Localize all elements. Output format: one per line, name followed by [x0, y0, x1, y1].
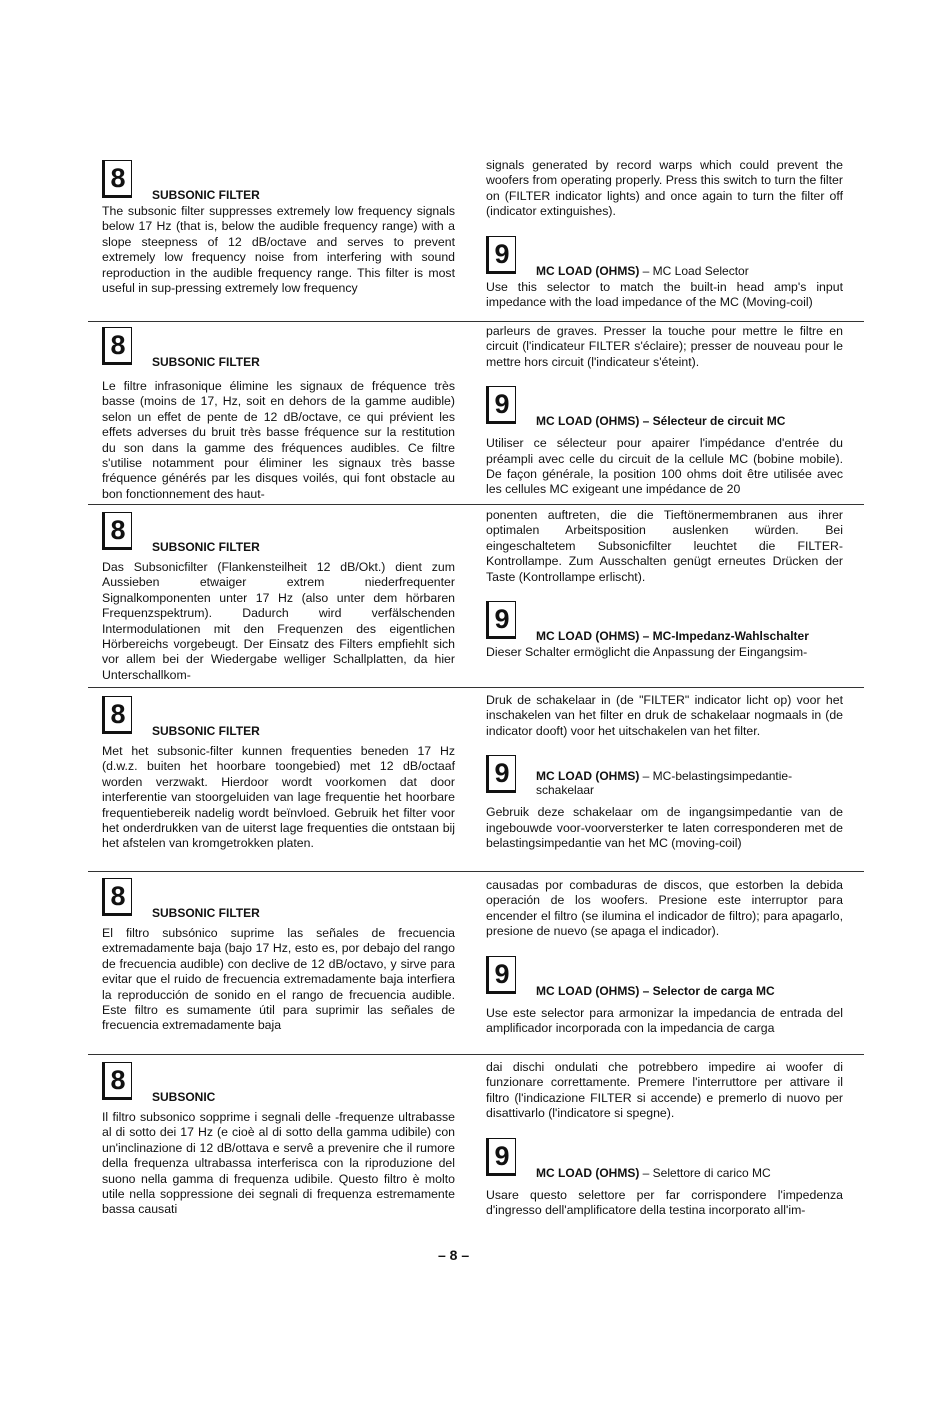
section-body: El filtro subsónico suprime las señales de frecuencia extremadamente baja (bajo 17 Hz, esto es, por debajo del rango de frecuencia audible) con declive de 12 dB/octavo, y sirve para evitar que el ruido de frecuencia extremadamente baja interfiera la reproducción de sonido en el rango de frecuencia audible. Este filtro es sumamente útil para suprimir las señales de frecuencia extremadamente baja: [102, 926, 455, 1033]
section-body: Usare questo selettore per far corrispondere l'impedenza d'ingresso dell'amplificatore della testina incorporato all'im-: [486, 1187, 843, 1218]
section-nl-right: [486, 693, 843, 851]
item-number-box: 9: [486, 386, 516, 424]
continued-text: Druk de schakelaar in (de "FILTER" indicator licht op) voor het inschakelen van het filter en druk de schakelaar nogmaals in (de indicator dooft) voor het uitschakelen van het filter.: [486, 693, 843, 738]
continued-text: parleurs de graves. Presser la touche pour mettre le filtre en circuit (l'indicateur FILTER s'éclaire); presser de nouveau pour le mettre hors circuit (l'indicateur s'éteint).: [486, 324, 843, 369]
section-it-left: [102, 1060, 455, 1218]
continued-text: ponenten auftreten, die die Tieftönermembranen aus ihrer optimalen Arbeitsposition auslenken würden. Bei eingeschaltetem Subsonicfilter leuchtet die FILTER-Kontrollampe. Zum Ausschalten genügt erneutes Drücken der Taste (Kontrollampe erlischt).: [486, 508, 843, 584]
section-es-right: [486, 878, 843, 1036]
section-body: Use this selector to match the built-in head amp's input impedance with the load impedance of the MC (Moving-coil): [486, 279, 843, 310]
section-body: Il filtro subsonico sopprime i segnali delle -frequenze ultrabasse al di sotto dei 17 Hz (e cioè al di sotto della gamma udibile) con un'inclinazione di 12 dB/ottava e servê a prevenire che il rumore della frequenza ultrabassa interferisca con la riproduzione del suono nella gamma di frequenza udibile. Questo filtro è molto utile nella soppressione dei segnali di frequenza estremamente bassa causati: [102, 1110, 455, 1217]
section-de-left: [102, 510, 455, 683]
section-heading: MC LOAD (OHMS) – Sélecteur de circuit MC: [536, 414, 786, 429]
section-heading: SUBSONIC FILTER: [152, 906, 260, 920]
section-de-right: [486, 508, 843, 660]
section-heading: SUBSONIC FILTER: [152, 724, 260, 738]
item-number-box: 9: [486, 1138, 516, 1176]
section-heading: SUBSONIC FILTER: [152, 355, 260, 369]
section-header: [486, 384, 843, 430]
section-fr-right: [486, 324, 843, 498]
section-header: [102, 694, 455, 740]
section-header: [102, 325, 455, 371]
section-en-right: [486, 158, 843, 310]
item-number-box: 8: [102, 696, 132, 734]
section-nl-left: [102, 694, 455, 852]
section-divider: [88, 1054, 864, 1055]
item-number-box: 8: [102, 1062, 132, 1100]
item-number-box: 8: [102, 512, 132, 550]
section-heading: SUBSONIC FILTER: [152, 540, 260, 554]
continued-text: signals generated by record warps which could prevent the woofers from operating properly. Press this switch to turn the filter on (FILTER indicator lights) and once again to turn the filter off (indicator extinguishes).: [486, 158, 843, 219]
section-body: Le filtre infrasonique élimine les signaux de fréquence très basse (moins de 17, Hz, soit en dehors de la gamme audible) selon un effet de pente de 12 dB/octave, ce qui prévient les effets adverses du bruit très basse fréquence sur la restitution du son dans la gamme des fréquences audibles. Ce filtre s'utilise notamment pour éliminer les signaux très basse fréquence générés par les disques voilés, qui font obstacle au bon fonctionnement des haut-: [102, 379, 455, 501]
page-number: – 8 –: [438, 1247, 470, 1263]
section-heading: MC LOAD (OHMS) – Selettore di carico MC: [536, 1165, 771, 1180]
item-number-box: 9: [486, 236, 516, 274]
section-heading: SUBSONIC FILTER: [152, 188, 260, 202]
item-number-box: 8: [102, 160, 132, 198]
section-en-left: [102, 158, 455, 296]
section-header: [486, 1136, 843, 1182]
item-number-box: 9: [486, 956, 516, 994]
section-body: Use este selector para armonizar la impedancia de entrada del amplificador incorporada con la impedancia de carga: [486, 1005, 843, 1036]
item-number-box: 8: [102, 327, 132, 365]
section-body: Met het subsonic-filter kunnen frequenties beneden 17 Hz (d.w.z. buiten het hoorbare toongebied) met 12 dB/octaaf worden verzwakt. Hierdoor wordt voorkomen dat door interferentie van stoorgeluiden van lage frequentie het hoorbare frequentiebereik nadelig wordt beïnvloed. Gebruik het filter voor het onderdrukken van de uiterst lage frequenties die ontstaan bij het afstelen van kromgetrokken platen.: [102, 744, 455, 851]
section-heading: MC LOAD (OHMS) – MC-Impedanz-Wahlschalter: [536, 629, 809, 644]
continued-text: causadas por combaduras de discos, que estorben la debida operación de los woofers. Presione este interruptor para encender el filtro (se ilumina el indicador de filtro); para apagarlo, presione de nuevo (se apaga el indicador).: [486, 878, 843, 939]
section-header: [102, 1060, 455, 1106]
section-divider: [88, 321, 864, 322]
section-header: [486, 753, 843, 799]
section-header: [486, 954, 843, 1000]
section-header: [102, 510, 455, 556]
section-heading: SUBSONIC: [152, 1090, 216, 1104]
section-divider: [88, 504, 864, 505]
section-it-right: [486, 1060, 843, 1218]
section-header: [102, 158, 455, 204]
item-number-box: 9: [486, 755, 516, 793]
section-divider: [88, 687, 864, 688]
section-heading: MC LOAD (OHMS) – MC Load Selector: [536, 263, 749, 278]
section-body: Gebruik deze schakelaar om de ingangsimpedantie van de ingebouwde voor-voorversterker te laten corresponderen met de belastingsimpedantie van het MC (moving-coil): [486, 805, 843, 851]
section-body: Utiliser ce sélecteur pour apairer l'impédance d'entrée du préampli avec celle du circuit de la cellule MC (bobine mobile). De façon générale, la position 100 ohms doit être utilisée avec les cellules MC exigeant une impédance de 20: [486, 436, 843, 497]
section-header: [486, 599, 843, 645]
section-es-left: [102, 876, 455, 1034]
item-number-box: 8: [102, 878, 132, 916]
section-header: [102, 876, 455, 922]
section-heading: MC LOAD (OHMS) – Selector de carga MC: [536, 983, 775, 998]
item-number-box: 9: [486, 601, 516, 639]
section-body: The subsonic filter suppresses extremely low frequency signals below 17 Hz (that is, below the audible frequency range) with a slope steepness of 12 dB/octave and serves to prevent extremely low frequency noise from interfering with sound reproduction in the audible frequency range. This filter is most useful in sup-pressing extremely low frequency: [102, 204, 455, 296]
section-fr-left: [102, 325, 455, 502]
section-heading: MC LOAD (OHMS) – MC-belastingsimpedantie-schakelaar: [536, 769, 793, 798]
section-divider: [88, 871, 864, 872]
section-body: Dieser Schalter ermöglicht die Anpassung der Eingangsim-: [486, 645, 808, 660]
continued-text: dai dischi ondulati che potrebbero impedire ai woofer di funzionare correttamente. Premere l'interruttore per attivare il filtro (l'indicazione FILTER si accende) e premerlo di nuovo per disattivarlo (l'indicatore si spegne).: [486, 1060, 843, 1121]
section-body: Das Subsonicfilter (Flankensteilheit 12 dB/Okt.) dient zum Aussieben etwaiger extrem niederfrequenter Signalkomponenten unter 17 Hz (also unter dem hörbaren Frequenzspektrum). Dadurch wird verfälschenden Intermodulationen mit den Frequenzen des eigentlichen Hörbereichs vorgebeugt. Der Einsatz des Filters empfiehlt sich vor allem bei der Wiedergabe welliger Schallplatten, da hier Unterschallkom-: [102, 560, 455, 682]
section-header: [486, 234, 843, 280]
